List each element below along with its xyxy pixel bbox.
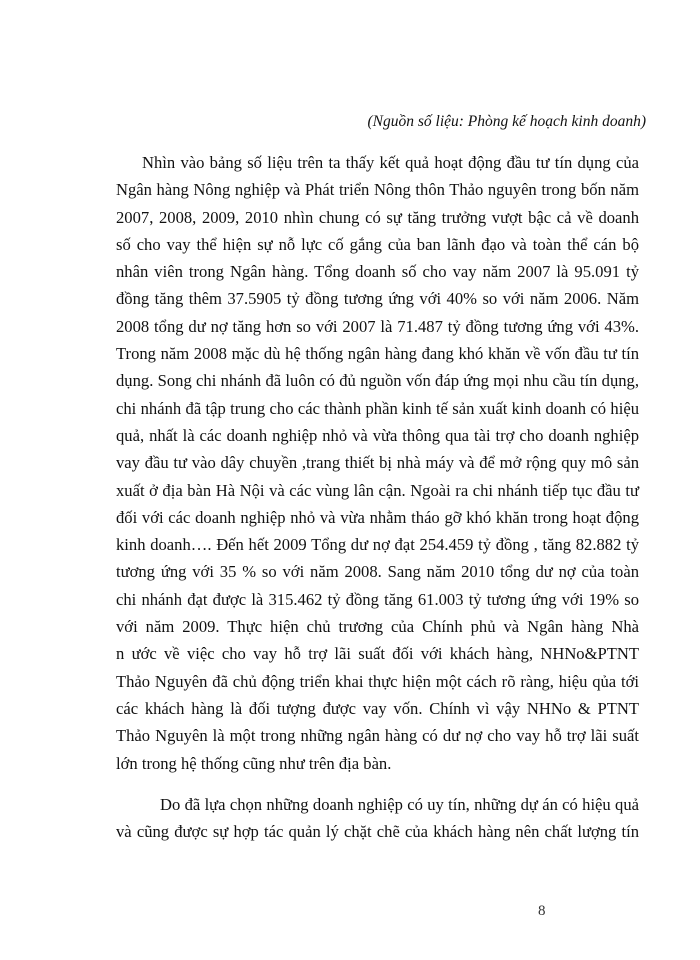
paragraph-line: vay đầu tư vào dây chuyền ,trang thiết bị nhà máy và để mở rộng quy mô sản [116, 453, 639, 473]
paragraph-line: và cũng được sự hợp tác quản lý chặt chẽ của khách hàng nên chất lượng tín [116, 822, 639, 842]
source-note: (Nguồn số liệu: Phòng kế hoạch kinh doanh) [367, 113, 646, 130]
paragraph-line: chi nhánh đã tập trung cho các thành phần kinh tế sản xuất kinh doanh có hiệu [116, 398, 639, 418]
paragraph-line: số cho vay thể hiện sự nỗ lực cố gắng của ban lãnh đạo và toàn thể cán bộ [116, 234, 639, 254]
body-paragraph [116, 791, 639, 846]
paragraph-line: Do đã lựa chọn những doanh nghiệp có uy tín, những dự án có hiệu quả [160, 795, 639, 814]
body-paragraph [116, 149, 639, 777]
paragraph-line: với năm 2009. Thực hiện chủ trương của Chính phủ và Ngân hàng Nhà [116, 617, 639, 637]
paragraph-line: Thảo Nguyên đã chủ động triển khai thực hiện một cách rõ ràng, hiệu qủa tới [116, 671, 639, 691]
paragraph-line: lớn trong hệ thống cũng như trên địa bàn. [116, 753, 392, 773]
paragraph-line: dụng. Song chi nhánh đã luôn có đủ nguồn vốn đáp ứng mọi nhu cầu tín dụng, [116, 371, 639, 391]
paragraph-line: 2008 tổng dư nợ tăng hơn so với 2007 là 71.487 tỷ đồng tương ứng với 43%. [116, 316, 639, 336]
paragraph-line: tương ứng với 35 % so với năm 2008. Sang năm 2010 tổng dư nợ của toàn [116, 562, 639, 582]
paragraph-line: Nhìn vào bảng số liệu trên ta thấy kết quả hoạt động đầu tư tín dụng của [142, 153, 639, 172]
paragraph-line: các khách hàng là đối tượng được vay vốn. Chính vì vậy NHNo & PTNT [116, 698, 639, 718]
page-number: 8 [538, 903, 546, 919]
paragraph-line: Thảo Nguyên là một trong những ngân hàng có dư nợ cho vay hỗ trợ lãi suất [116, 726, 639, 746]
paragraph-line: nhân viên trong Ngân hàng. Tổng doanh số cho vay năm 2007 là 95.091 tỷ [116, 262, 639, 282]
paragraph-line: đồng tăng thêm 37.5905 tỷ đồng tương ứng với 40% so với năm 2006. Năm [116, 289, 639, 309]
paragraph-line: chi nhánh đạt được là 315.462 tỷ đồng tăng 61.003 tỷ tương ứng với 19% so [116, 589, 639, 609]
paragraph-line: Ngân hàng Nông nghiệp và Phát triển Nông thôn Thảo nguyên trong bốn năm [116, 180, 639, 200]
paragraph-line: kinh doanh…. Đến hết 2009 Tổng dư nợ đạt 254.459 tỷ đồng , tăng 82.882 tỷ [116, 535, 639, 555]
paragraph-line: đối với các doanh nghiệp nhỏ và vừa nhằm tháo gỡ khó khăn trong hoạt động [116, 507, 639, 527]
paragraph-line: n ước về việc cho vay hỗ trợ lãi suất đối với khách hàng, NHNo&PTNT [116, 644, 639, 664]
paragraph-line: quả, nhất là các doanh nghiệp nhỏ và vừa thông qua tài trợ cho doanh nghiệp [116, 425, 639, 445]
paragraph-line: Trong năm 2008 mặc dù hệ thống ngân hàng đang khó khăn về vốn đầu tư tín [116, 344, 639, 364]
paragraph-line: xuất ở địa bàn Hà Nội và các vùng lân cận. Ngoài ra chi nhánh tiếp tục đầu tư [116, 480, 639, 500]
paragraph-line: 2007, 2008, 2009, 2010 nhìn chung có sự tăng trưởng vượt bậc cả về doanh [116, 207, 639, 227]
